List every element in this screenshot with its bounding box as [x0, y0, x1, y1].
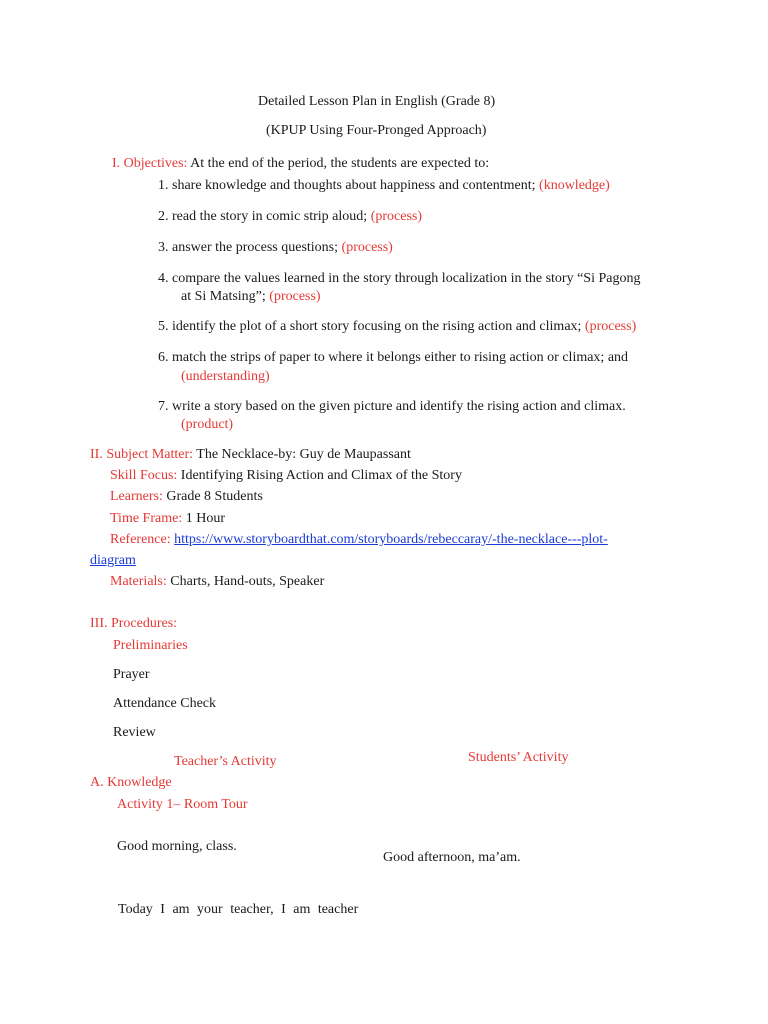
reference-link[interactable]: https://www.storyboardthat.com/storyboards/rebeccaray/-the-necklace---plot-: [174, 532, 608, 547]
objective-tag: (product): [181, 417, 234, 432]
objective-tag: (process): [370, 209, 422, 224]
review-item: Review: [113, 725, 156, 740]
lesson-title: Detailed Lesson Plan in English (Grade 8): [258, 94, 496, 109]
objectives-intro: At the end of the period, the students are expected to:: [190, 156, 490, 171]
time-frame-line: Time Frame: 1 Hour: [110, 511, 225, 526]
student-line-1: Good afternoon, ma’am.: [383, 850, 521, 865]
objective-item-7: 7. write a story based on the given picture and identify the rising action and climax.: [158, 399, 626, 414]
skill-focus-line: Skill Focus: Identifying Rising Action and Climax of the Story: [110, 468, 462, 483]
activity-1-heading: Activity 1– Room Tour: [117, 797, 248, 812]
objective-item-4: 4. compare the values learned in the story through localization in the story “Si Pagong: [158, 271, 641, 286]
objective-item-1: 1. share knowledge and thoughts about happiness and contentment; (knowledge): [158, 178, 610, 193]
objectives-line: [112, 155, 489, 173]
objective-item-5: 5. identify the plot of a short story focusing on the rising action and climax; (process): [158, 319, 637, 334]
objective-tag: (understanding): [181, 369, 270, 384]
objective-item-3: 3. answer the process questions; (process): [158, 240, 393, 255]
prayer-item: Prayer: [113, 667, 150, 682]
subject-matter-value: The Necklace-by: Guy de Maupassant: [196, 447, 411, 462]
reference-line: Reference: https://www.storyboardthat.com/storyboards/rebeccaray/-the-necklace---plot-: [110, 532, 608, 547]
students-activity-header: Students’ Activity: [468, 750, 569, 765]
objectives-heading: I. Objectives:: [112, 156, 188, 171]
objective-tag: (process): [341, 240, 393, 255]
objective-item-2: 2. read the story in comic strip aloud; (process): [158, 209, 422, 224]
teacher-activity-header: Teacher’s Activity: [174, 754, 277, 769]
objective-tag: (knowledge): [539, 178, 610, 193]
procedures-heading: III. Procedures:: [90, 616, 178, 631]
objective-item-6: 6. match the strips of paper to where it belongs either to rising action or climax; and: [158, 350, 629, 365]
learners-line: Learners: Grade 8 Students: [110, 489, 263, 504]
attendance-item: Attendance Check: [113, 696, 217, 711]
knowledge-heading: A. Knowledge: [90, 775, 172, 790]
teacher-line-2: Today I am your teacher, I am teacher: [118, 902, 359, 917]
objective-item-4-cont: at Si Matsing”; (process): [181, 289, 321, 304]
subject-matter-line: [90, 446, 411, 464]
preliminaries-heading: Preliminaries: [113, 638, 188, 653]
lesson-subtitle: (KPUP Using Four-Pronged Approach): [266, 123, 487, 138]
teacher-line-1: Good morning, class.: [117, 839, 237, 854]
reference-link-cont[interactable]: diagram: [90, 553, 136, 568]
objective-tag: (process): [584, 319, 637, 334]
subject-matter-heading: II. Subject Matter:: [90, 447, 194, 462]
materials-line: Materials: Charts, Hand-outs, Speaker: [110, 574, 325, 589]
objective-tag: (process): [269, 289, 321, 304]
